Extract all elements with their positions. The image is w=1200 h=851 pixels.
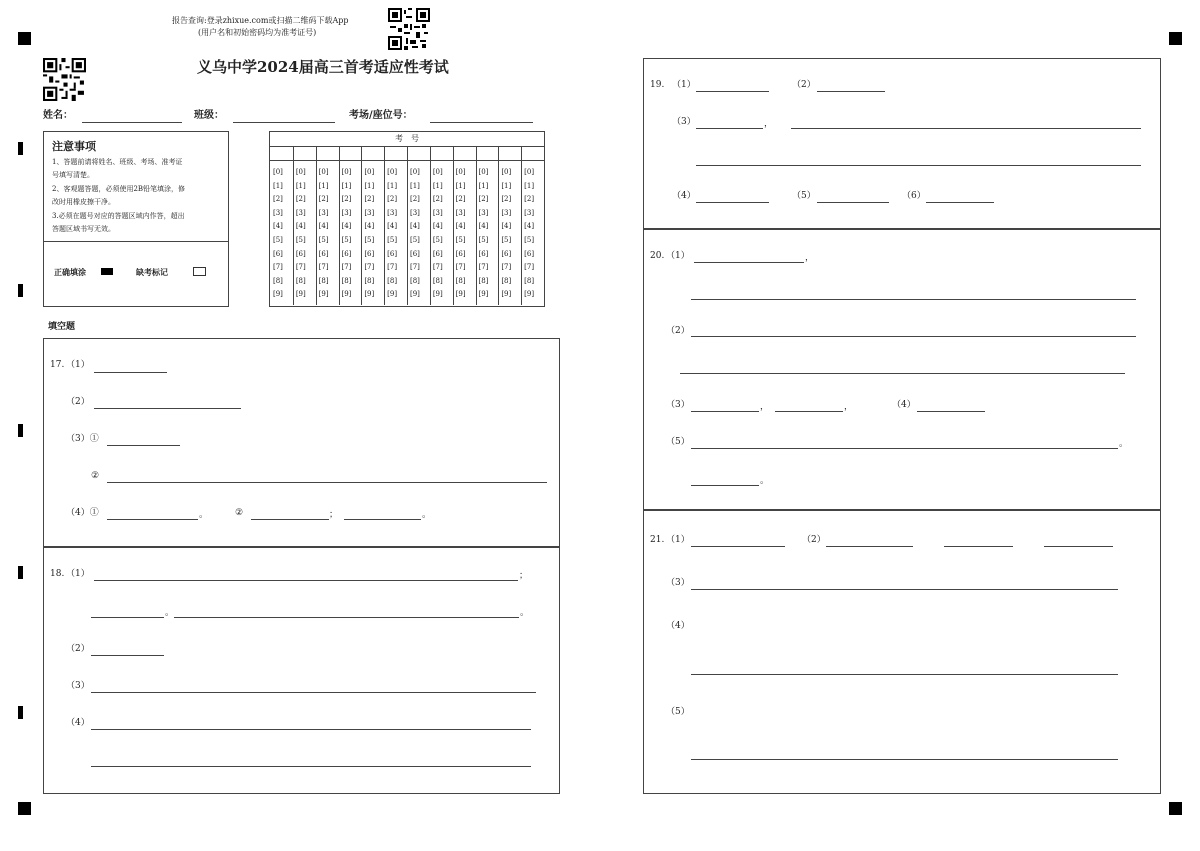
- exam-number-write-cell[interactable]: [430, 147, 452, 160]
- digit-bubble[interactable]: [3]: [478, 208, 489, 217]
- answer-line[interactable]: [917, 411, 985, 412]
- digit-bubble[interactable]: [5]: [341, 236, 352, 244]
- digit-bubble[interactable]: [4]: [364, 222, 375, 231]
- digit-bubble[interactable]: [4]: [524, 222, 535, 231]
- room-seat-label: 考场/座位号：: [349, 110, 413, 121]
- answer-line[interactable]: [91, 729, 531, 730]
- answer-line[interactable]: [694, 262, 804, 263]
- answer-line[interactable]: [91, 655, 164, 656]
- grid-divider: [361, 146, 362, 305]
- digit-bubble[interactable]: [6]: [478, 249, 489, 258]
- notice-line: 1、答题前请将姓名、班级、考场、准考证: [52, 158, 183, 166]
- digit-bubble[interactable]: [7]: [432, 263, 443, 272]
- notice-box: [43, 131, 229, 307]
- digit-bubble[interactable]: [2]: [318, 195, 329, 204]
- digit-bubble[interactable]: [0]: [387, 168, 398, 176]
- digit-bubble[interactable]: [8]: [524, 276, 535, 285]
- digit-bubble[interactable]: [8]: [432, 276, 443, 285]
- exam-number-write-cell[interactable]: [476, 147, 498, 160]
- digit-bubble[interactable]: [0]: [455, 168, 466, 176]
- digit-bubble[interactable]: [7]: [364, 263, 375, 272]
- digit-bubble[interactable]: [9]: [341, 290, 352, 299]
- corner-mark-top-left: [18, 32, 31, 45]
- digit-bubble[interactable]: [8]: [295, 276, 306, 285]
- part-label: （1）: [66, 360, 90, 370]
- grid-divider: [498, 146, 499, 305]
- answer-line[interactable]: [174, 617, 519, 618]
- part-label: （3）: [666, 400, 690, 410]
- timing-mark: [18, 706, 23, 719]
- digit-bubble[interactable]: [5]: [318, 236, 329, 244]
- digit-bubble[interactable]: [9]: [295, 290, 306, 299]
- question-number: 19.: [650, 80, 665, 90]
- timing-mark: [18, 284, 23, 297]
- digit-bubble[interactable]: [7]: [455, 263, 466, 272]
- answer-line[interactable]: [691, 674, 1118, 675]
- digit-bubble[interactable]: [2]: [273, 195, 283, 204]
- filled-example-icon: [101, 268, 113, 275]
- digit-bubble[interactable]: [3]: [273, 208, 283, 217]
- digit-bubble[interactable]: [4]: [478, 222, 489, 231]
- answer-line[interactable]: [344, 519, 421, 520]
- question-number: 20.: [650, 251, 665, 261]
- digit-bubble[interactable]: [0]: [295, 168, 306, 176]
- punct: ，: [760, 402, 770, 412]
- exam-number-write-cell[interactable]: [316, 147, 338, 160]
- part-label: （3）: [66, 681, 90, 691]
- digit-bubble[interactable]: [1]: [455, 181, 466, 190]
- notice-title: 注意事项: [52, 140, 96, 153]
- question-number: 18.: [50, 569, 65, 579]
- digit-bubble[interactable]: [1]: [478, 181, 489, 190]
- grid-divider: [293, 146, 294, 305]
- grid-divider: [476, 146, 477, 305]
- answer-line[interactable]: [926, 202, 994, 203]
- punct: 。: [760, 476, 770, 486]
- digit-bubble[interactable]: [3]: [295, 208, 306, 217]
- digit-bubble[interactable]: [9]: [524, 290, 535, 299]
- punct: 。: [165, 608, 175, 618]
- exam-number-title: 考 号: [395, 134, 419, 143]
- digit-bubble[interactable]: [2]: [455, 195, 466, 204]
- digit-bubble[interactable]: [4]: [387, 222, 398, 231]
- grid-divider: [407, 146, 408, 305]
- answer-line[interactable]: [775, 411, 843, 412]
- exam-number-grid: [269, 131, 545, 307]
- part-label: （2）: [66, 644, 90, 654]
- exam-number-write-cell[interactable]: [339, 147, 361, 160]
- punct: ，: [764, 119, 774, 129]
- digit-bubble[interactable]: [6]: [432, 249, 443, 258]
- digit-bubble[interactable]: [6]: [455, 249, 466, 258]
- digit-bubble[interactable]: [3]: [501, 208, 512, 217]
- digit-bubble[interactable]: [6]: [364, 249, 375, 258]
- digit-bubble[interactable]: [0]: [364, 168, 375, 176]
- digit-bubble[interactable]: [0]: [273, 168, 283, 176]
- digit-bubble[interactable]: [1]: [501, 181, 512, 190]
- digit-bubble[interactable]: [6]: [501, 249, 512, 258]
- answer-box-q18: [43, 546, 560, 794]
- section-label-fill-blank: 填空题: [48, 322, 76, 332]
- digit-bubble[interactable]: [3]: [410, 208, 420, 217]
- digit-bubble[interactable]: [9]: [410, 290, 420, 299]
- part-label: （2）: [666, 326, 690, 336]
- exam-title: 义乌中学2024届高三首考适应性考试: [197, 58, 449, 76]
- punct: ，: [805, 253, 815, 263]
- class-label: 班级：: [194, 110, 224, 121]
- grid-divider: [316, 146, 317, 305]
- punct: 。: [199, 510, 209, 520]
- class-field[interactable]: [233, 122, 335, 123]
- answer-line[interactable]: [791, 128, 1141, 129]
- part-label: （1）: [666, 251, 690, 261]
- digit-bubble[interactable]: [5]: [432, 236, 443, 244]
- part-label: ②: [235, 508, 244, 518]
- digit-bubble[interactable]: [1]: [410, 181, 420, 190]
- punct: 。: [1119, 439, 1129, 449]
- digit-bubble[interactable]: [5]: [364, 236, 375, 244]
- qr-code-student: [42, 57, 87, 102]
- digit-bubble[interactable]: [4]: [410, 222, 420, 231]
- digit-bubble[interactable]: [9]: [455, 290, 466, 299]
- correct-fill-label: 正确填涂: [54, 267, 86, 277]
- digit-bubble[interactable]: [7]: [295, 263, 306, 272]
- query-note: (用户名和初始密码均为准考证号): [198, 28, 317, 37]
- digit-bubble[interactable]: [5]: [524, 236, 535, 244]
- digit-bubble[interactable]: [6]: [341, 249, 352, 258]
- part-label: （3）: [666, 578, 690, 588]
- digit-bubble[interactable]: [8]: [273, 276, 283, 285]
- answer-line[interactable]: [691, 485, 759, 486]
- notice-line: 2、客观题答题，必须使用2B铅笔填涂，修: [52, 185, 186, 193]
- digit-bubble[interactable]: [8]: [455, 276, 466, 285]
- exam-number-write-cell[interactable]: [361, 147, 383, 160]
- digit-bubble[interactable]: [1]: [387, 181, 398, 190]
- digit-bubble[interactable]: [9]: [273, 290, 283, 299]
- exam-number-write-cell[interactable]: [407, 147, 429, 160]
- answer-line[interactable]: [251, 519, 329, 520]
- punct: 。: [520, 608, 530, 618]
- part-label: （2）: [802, 535, 826, 545]
- digit-bubble[interactable]: [2]: [387, 195, 398, 204]
- digit-bubble[interactable]: [1]: [295, 181, 306, 190]
- answer-line[interactable]: [1044, 546, 1113, 547]
- grid-divider: [453, 146, 454, 305]
- digit-bubble[interactable]: [8]: [501, 276, 512, 285]
- answer-line[interactable]: [91, 617, 164, 618]
- digit-bubble[interactable]: [9]: [432, 290, 443, 299]
- exam-number-write-cell[interactable]: [453, 147, 475, 160]
- digit-bubble[interactable]: [7]: [478, 263, 489, 272]
- answer-line[interactable]: [696, 165, 1141, 166]
- digit-bubble[interactable]: [0]: [432, 168, 443, 176]
- part-label: （6）: [902, 191, 926, 201]
- digit-bubble[interactable]: [1]: [341, 181, 352, 190]
- grid-divider: [339, 146, 340, 305]
- digit-bubble[interactable]: [3]: [318, 208, 329, 217]
- digit-bubble[interactable]: [6]: [410, 249, 420, 258]
- digit-bubble[interactable]: [1]: [318, 181, 329, 190]
- answer-line[interactable]: [91, 692, 536, 693]
- part-label: ②: [91, 471, 100, 481]
- digit-bubble[interactable]: [5]: [501, 236, 512, 244]
- question-number: 17.: [50, 360, 65, 370]
- digit-bubble[interactable]: [5]: [295, 236, 306, 244]
- digit-bubble[interactable]: [1]: [273, 181, 283, 190]
- digit-bubble[interactable]: [7]: [524, 263, 535, 272]
- digit-bubble[interactable]: [3]: [432, 208, 443, 217]
- punct: ；: [519, 571, 529, 581]
- part-label: （4）: [66, 718, 90, 728]
- notice-line: 改时用橡皮擦干净。: [52, 198, 115, 206]
- answer-line[interactable]: [691, 448, 1118, 449]
- digit-bubble[interactable]: [9]: [318, 290, 329, 299]
- exam-number-write-cell[interactable]: [293, 147, 315, 160]
- notice-line: 号填写清楚。: [52, 171, 94, 179]
- qr-code-app: [387, 7, 431, 51]
- answer-line[interactable]: [696, 128, 763, 129]
- part-label: （5）: [666, 707, 690, 717]
- timing-mark: [18, 566, 23, 579]
- digit-bubble[interactable]: [7]: [410, 263, 420, 272]
- part-label: （4）: [672, 191, 696, 201]
- digit-bubble[interactable]: [3]: [455, 208, 466, 217]
- question-number: 21.: [650, 535, 665, 545]
- digit-bubble[interactable]: [0]: [318, 168, 329, 176]
- answer-box-q21: [643, 509, 1161, 794]
- answer-line[interactable]: [691, 336, 1136, 337]
- notice-line: 3.必须在题号对应的答题区域内作答，超出: [52, 212, 185, 220]
- answer-line[interactable]: [944, 546, 1013, 547]
- digit-bubble[interactable]: [6]: [273, 249, 283, 258]
- digit-bubble[interactable]: [3]: [524, 208, 535, 217]
- digit-bubble[interactable]: [9]: [364, 290, 375, 299]
- corner-mark-top-right: [1169, 32, 1182, 45]
- punct: ；: [329, 510, 339, 520]
- answer-line[interactable]: [817, 202, 889, 203]
- digit-bubble[interactable]: [9]: [387, 290, 398, 299]
- digit-bubble[interactable]: [2]: [501, 195, 512, 204]
- digit-bubble[interactable]: [7]: [273, 263, 283, 272]
- part-label: （2）: [792, 80, 816, 90]
- punct: ，: [844, 402, 854, 412]
- answer-line[interactable]: [107, 445, 180, 446]
- absent-checkbox[interactable]: [193, 267, 206, 276]
- digit-bubble[interactable]: [0]: [410, 168, 420, 176]
- part-label: （2）: [66, 397, 90, 407]
- digit-bubble[interactable]: [6]: [318, 249, 329, 258]
- digit-bubble[interactable]: [8]: [318, 276, 329, 285]
- timing-mark: [18, 424, 23, 437]
- digit-bubble[interactable]: [5]: [455, 236, 466, 244]
- digit-bubble[interactable]: [4]: [501, 222, 512, 231]
- digit-bubble[interactable]: [5]: [478, 236, 489, 244]
- name-field[interactable]: [82, 122, 182, 123]
- answer-line[interactable]: [107, 519, 198, 520]
- notice-line: 答题区域书写无效。: [52, 225, 115, 233]
- part-label: （4）: [666, 621, 690, 631]
- exam-number-write-cell[interactable]: [384, 147, 406, 160]
- digit-bubble[interactable]: [2]: [364, 195, 375, 204]
- digit-bubble[interactable]: [4]: [295, 222, 306, 231]
- timing-mark: [18, 142, 23, 155]
- exam-number-write-cell[interactable]: [498, 147, 520, 160]
- digit-bubble[interactable]: [5]: [410, 236, 420, 244]
- answer-line[interactable]: [94, 408, 241, 409]
- digit-bubble[interactable]: [6]: [524, 249, 535, 258]
- part-label: （1）: [66, 569, 90, 579]
- part-label: （4）①: [66, 508, 99, 518]
- digit-bubble[interactable]: [2]: [410, 195, 420, 204]
- answer-line[interactable]: [91, 766, 531, 767]
- digit-bubble[interactable]: [4]: [273, 222, 283, 231]
- name-label: 姓名：: [43, 110, 73, 121]
- digit-bubble[interactable]: [3]: [387, 208, 398, 217]
- answer-line[interactable]: [696, 91, 769, 92]
- digit-bubble[interactable]: [8]: [387, 276, 398, 285]
- digit-bubble[interactable]: [2]: [524, 195, 535, 204]
- answer-box-q17: [43, 338, 560, 548]
- digit-bubble[interactable]: [3]: [364, 208, 375, 217]
- part-label: （1）: [666, 535, 690, 545]
- grid-divider: [521, 146, 522, 305]
- digit-bubble[interactable]: [8]: [341, 276, 352, 285]
- digit-bubble[interactable]: [0]: [524, 168, 535, 176]
- digit-bubble[interactable]: [4]: [432, 222, 443, 231]
- punct: 。: [422, 510, 432, 520]
- digit-bubble[interactable]: [1]: [364, 181, 375, 190]
- room-seat-field[interactable]: [430, 122, 533, 123]
- answer-line[interactable]: [691, 411, 759, 412]
- query-text: 报告查询:登录zhixue.com或扫描二维码下载App: [172, 16, 349, 25]
- digit-bubble[interactable]: [4]: [455, 222, 466, 231]
- answer-line[interactable]: [94, 372, 167, 373]
- digit-bubble[interactable]: [1]: [432, 181, 443, 190]
- digit-bubble[interactable]: [4]: [318, 222, 329, 231]
- digit-bubble[interactable]: [8]: [478, 276, 489, 285]
- answer-line[interactable]: [107, 482, 547, 483]
- part-label: （4）: [892, 400, 916, 410]
- corner-mark-bottom-right: [1169, 802, 1182, 815]
- digit-bubble[interactable]: [8]: [364, 276, 375, 285]
- part-label: （3）①: [66, 434, 99, 444]
- digit-bubble[interactable]: [1]: [524, 181, 535, 190]
- exam-number-write-cell[interactable]: [270, 147, 292, 160]
- digit-bubble[interactable]: [8]: [410, 276, 420, 285]
- answer-line[interactable]: [680, 373, 1125, 374]
- digit-bubble[interactable]: [2]: [432, 195, 443, 204]
- digit-bubble[interactable]: [7]: [501, 263, 512, 272]
- digit-bubble[interactable]: [6]: [387, 249, 398, 258]
- answer-line[interactable]: [691, 589, 1118, 590]
- corner-mark-bottom-left: [18, 802, 31, 815]
- answer-line[interactable]: [691, 759, 1118, 760]
- digit-bubble[interactable]: [4]: [341, 222, 352, 231]
- digit-bubble[interactable]: [9]: [501, 290, 512, 299]
- digit-bubble[interactable]: [0]: [341, 168, 352, 176]
- answer-line[interactable]: [691, 546, 785, 547]
- digit-bubble[interactable]: [0]: [478, 168, 489, 176]
- answer-box-q19: [643, 58, 1161, 230]
- answer-line[interactable]: [94, 580, 518, 581]
- digit-bubble[interactable]: [7]: [341, 263, 352, 272]
- part-label: （5）: [666, 437, 690, 447]
- answer-box-q20: [643, 228, 1161, 511]
- answer-line[interactable]: [696, 202, 769, 203]
- exam-number-write-cell[interactable]: [521, 147, 543, 160]
- answer-line[interactable]: [817, 91, 885, 92]
- digit-bubble[interactable]: [2]: [341, 195, 352, 204]
- digit-bubble[interactable]: [3]: [341, 208, 352, 217]
- digit-bubble[interactable]: [2]: [478, 195, 489, 204]
- absent-mark-label: 缺考标记: [136, 267, 168, 277]
- part-label: （1）: [672, 80, 696, 90]
- digit-bubble[interactable]: [9]: [478, 290, 489, 299]
- digit-bubble[interactable]: [5]: [387, 236, 398, 244]
- answer-line[interactable]: [691, 299, 1136, 300]
- part-label: （3）: [672, 117, 696, 127]
- digit-bubble[interactable]: [5]: [273, 236, 283, 244]
- digit-bubble[interactable]: [0]: [501, 168, 512, 176]
- digit-bubble[interactable]: [7]: [318, 263, 329, 272]
- grid-divider: [384, 146, 385, 305]
- digit-bubble[interactable]: [7]: [387, 263, 398, 272]
- answer-line[interactable]: [826, 546, 913, 547]
- digit-bubble[interactable]: [2]: [295, 195, 306, 204]
- part-label: （5）: [792, 191, 816, 201]
- digit-bubble[interactable]: [6]: [295, 249, 306, 258]
- grid-divider: [430, 146, 431, 305]
